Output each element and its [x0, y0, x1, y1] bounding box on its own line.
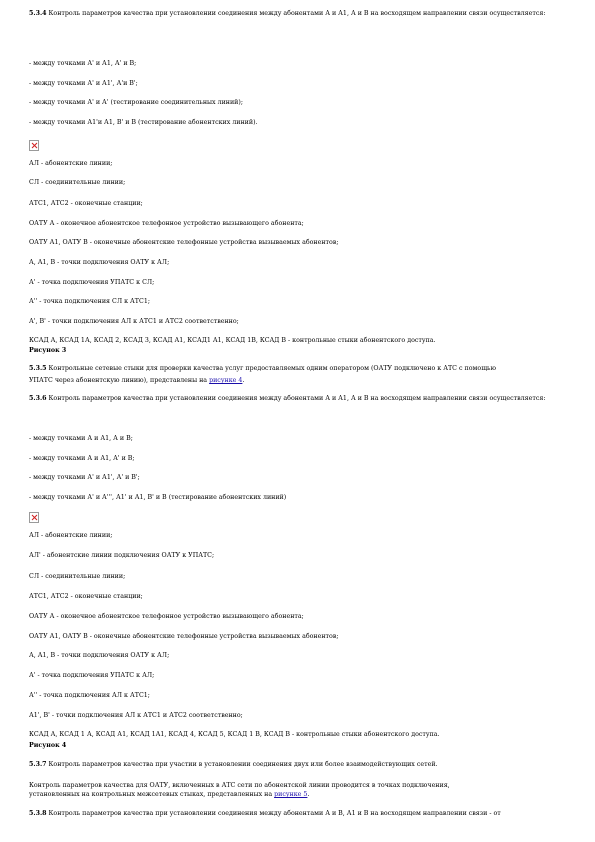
- legend-item: А, А1, В - точки подключения ОАТУ к АЛ;: [29, 259, 170, 266]
- section-5-3-4: [29, 10, 574, 18]
- section-number: 5.3.5: [29, 365, 47, 372]
- list-item: - между точками А' и А1, А' и В;: [29, 60, 137, 67]
- legend-item: А', В' - точки подключения АЛ к АТС1 и АТС2 соответственно;: [29, 318, 239, 325]
- section-number: 5.3.8: [29, 810, 47, 817]
- broken-image-icon: [29, 512, 39, 523]
- section-text: Контроль параметров качества при установлении соединения между абонентами А и А1, А и В на восходящем направлении связи осуществляется:: [48, 395, 546, 402]
- legend-item: АТС1, АТС2 - оконечные станции;: [29, 593, 143, 600]
- section-text: .: [242, 377, 245, 384]
- legend-item: СЛ - соединительные линии;: [29, 179, 126, 186]
- list-item: - между точками А и А1, А' и В;: [29, 455, 135, 462]
- section-text: .: [307, 791, 310, 798]
- section-text: Контрольные сетевые стыки для проверки качества услуг предоставляемых одним оператором (ОАТУ подключено к АТС с помощью: [48, 365, 496, 372]
- section-text: Контроль параметров качества при установлении соединения между абонентами А и В, А1 и В на восходящем направлении связи - от: [48, 810, 501, 817]
- legend-item: А'' - точка подключения СЛ к АТС1;: [29, 298, 150, 305]
- section-text: УПАТС через абонентскую линию), представлены на: [29, 377, 210, 384]
- legend-item: А' - точка подключения УПАТС к АЛ;: [29, 672, 155, 679]
- section-5-3-7: [29, 761, 438, 769]
- section-text: Контроль параметров качества при участии в установлении соединения двух или более взаимодействующих сетей.: [48, 761, 438, 768]
- list-item: - между точками А' и А''', А1' и А1, В' и В (тестирование абонентских линий): [29, 494, 287, 501]
- section-5-3-8: [29, 810, 501, 818]
- section-5-3-7-paragraph-line2: [29, 791, 309, 799]
- figure-4-link[interactable]: рисунке 4: [209, 377, 243, 384]
- list-item: - между точками А' и А1', А'и В';: [29, 80, 138, 87]
- legend-item: А' - точка подключения УПАТС к СЛ;: [29, 279, 155, 286]
- legend-item: АЛ' - абонентские линии подключения ОАТУ к УПАТС;: [29, 552, 215, 559]
- section-number: 5.3.4: [29, 10, 47, 17]
- section-text: Контроль параметров качества при установлении соединения между абонентами А и А1, А и В на восходящем направлении связи осуществляется:: [48, 10, 546, 17]
- section-5-3-5: [29, 365, 496, 373]
- section-5-3-5-line2: [29, 377, 244, 385]
- legend-item: ОАТУ А - оконечное абонентское телефонное устройство вызывающего абонента;: [29, 220, 304, 227]
- list-item: - между точками А и А1, А и В;: [29, 435, 133, 442]
- legend-item: ОАТУ А1, ОАТУ В - оконечные абонентские телефонные устройства вызываемых абонентов;: [29, 633, 339, 640]
- section-number: 5.3.6: [29, 395, 47, 402]
- section-number: 5.3.7: [29, 761, 47, 768]
- legend-item: ОАТУ А - оконечное абонентское телефонное устройство вызывающего абонента;: [29, 613, 304, 620]
- section-text: установленных на контрольных межсетевых стыках, представленных на: [29, 791, 275, 798]
- list-item: - между точками А' и А1', А' и В';: [29, 474, 140, 481]
- figure-3-caption: Рисунок 3: [29, 347, 67, 354]
- legend-item: АТС1, АТС2 - оконечные станции;: [29, 200, 143, 207]
- legend-item: А1', В' - точки подключения АЛ к АТС1 и АТС2 соответственно;: [29, 712, 243, 719]
- legend-item: А'' - точка подключения АЛ к АТС1;: [29, 692, 150, 699]
- legend-item: СЛ - соединительные линии;: [29, 573, 126, 580]
- legend-item: АЛ - абонентские линии;: [29, 160, 113, 167]
- section-5-3-7-paragraph: Контроль параметров качества для ОАТУ, включенных в АТС сети по абонентской линии проводится в точках подключения,: [29, 782, 450, 789]
- figure-4-caption: Рисунок 4: [29, 742, 67, 749]
- legend-item: А, А1, В - точки подключения ОАТУ к АЛ;: [29, 652, 170, 659]
- legend-item: КСАД А, КСАД 1 А, КСАД А1, КСАД 1А1, КСАД 4, КСАД 5, КСАД 1 В, КСАД В - контрольные стыки абонентского доступа.: [29, 731, 440, 738]
- legend-item: АЛ - абонентские линии;: [29, 532, 113, 539]
- legend-item: ОАТУ А1, ОАТУ В - оконечные абонентские телефонные устройства вызываемых абонентов;: [29, 239, 339, 246]
- section-5-3-6: [29, 395, 574, 403]
- list-item: - между точками А' и А' (тестирование соединительных линий);: [29, 99, 243, 106]
- broken-image-icon: [29, 140, 39, 151]
- figure-5-link[interactable]: рисунке 5: [274, 791, 308, 798]
- list-item: - между точками А1'и А1, В' и В (тестирование абонентских линий).: [29, 119, 258, 126]
- legend-item: КСАД А, КСАД 1А, КСАД 2, КСАД 3, КСАД А1, КСАД1 А1, КСАД 1В, КСАД В - контрольные стыки абонентского доступа.: [29, 337, 436, 344]
